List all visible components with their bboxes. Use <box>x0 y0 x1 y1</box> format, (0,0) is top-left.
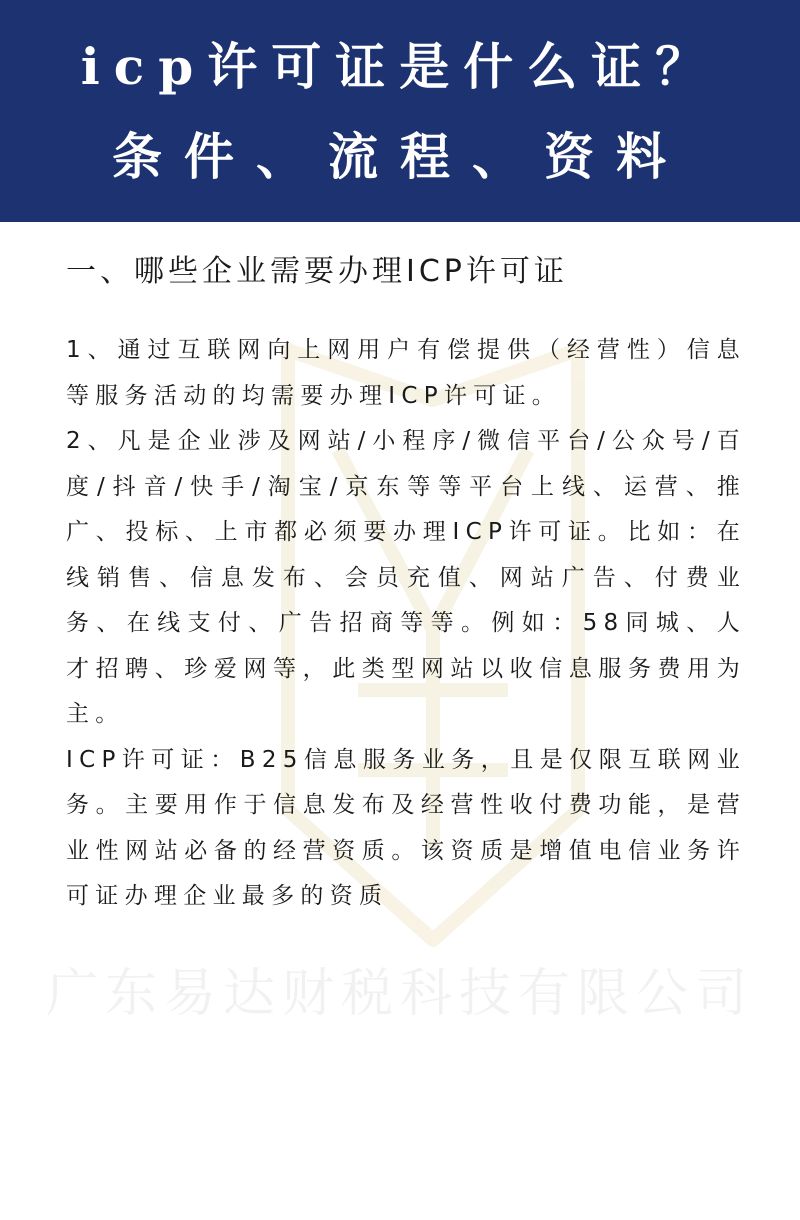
article-body <box>66 250 746 920</box>
page-subtitle: 条件、流程、资料 <box>112 127 688 186</box>
paragraph-1: 1、通过互联网向上网用户有偿提供（经营性）信息等服务活动的均需要办理ICP许可证。 <box>66 337 746 409</box>
paragraph-3: ICP许可证：B25信息服务业务，且是仅限互联网业务。主要用作于信息发布及经营性收付费功能，是营业性网站必备的经营资质。该资质是增值电信业务许可证办理企业最多的资质 <box>66 746 746 909</box>
page-title: icp许可证是什么证？ <box>80 37 720 96</box>
title-banner <box>0 0 800 222</box>
watermark-company-name: 广东易达财税科技有限公司 <box>45 964 754 1024</box>
paragraph-2: 2、凡是企业涉及网站/小程序/微信平台/公众号/百度/抖音/快手/淘宝/京东等等平台上线、运营、推广、投标、上市都必须要办理ICP许可证。比如：在线销售、信息发布、会员充值、网站广告、付费业务、在线支付、广告招商等等。例如：58同城、人才招聘、珍爱网等，此类型网站以收信息服务费用为主。 <box>66 428 746 727</box>
section-heading: 一、哪些企业需要办理ICP许可证 <box>66 254 568 289</box>
